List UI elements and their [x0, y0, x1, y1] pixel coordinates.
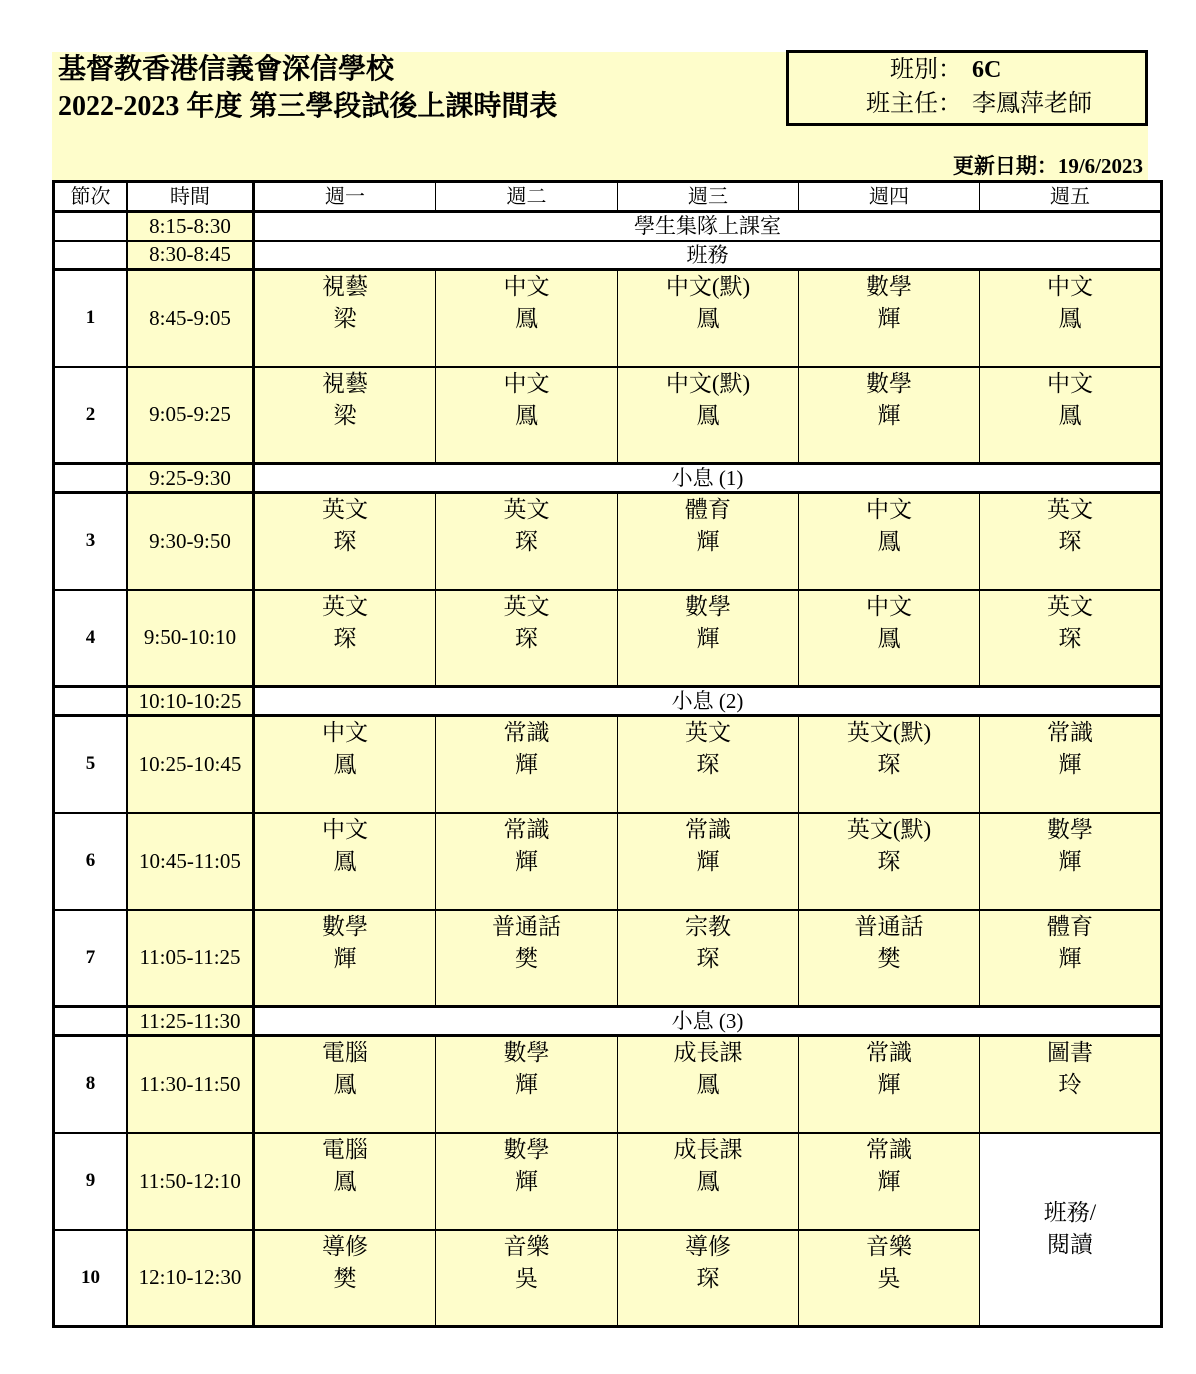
activity-label: 班務/: [1043, 1200, 1097, 1226]
subject-label: 英文: [503, 593, 550, 619]
lesson-row: [54, 1133, 1162, 1230]
lesson-cell-thu: [799, 813, 980, 910]
class-value: 6C: [972, 57, 1002, 83]
column-header-thu: 週四: [799, 182, 980, 212]
banner-row: [54, 464, 1162, 493]
lesson-cell-mon: [254, 910, 436, 1007]
lesson-cell-fri: [980, 493, 1162, 590]
subject-label: 成長課: [673, 1040, 743, 1065]
lesson-cell-wed: [618, 590, 799, 687]
lesson-cell-fri: [980, 270, 1162, 367]
teacher-label: 輝: [1058, 848, 1082, 874]
lesson-cell-mon: [254, 1133, 436, 1230]
subject-label: 中文: [322, 816, 368, 842]
time-cell: [127, 1230, 254, 1327]
subject-label: 數學: [1047, 816, 1093, 842]
time-range: 10:10-10:25: [138, 688, 242, 713]
teacher-label: 琛: [1058, 529, 1082, 554]
subject-label: 圖書: [1047, 1040, 1093, 1065]
lesson-cell-tue: [436, 1230, 618, 1327]
subject-label: 數學: [685, 593, 731, 619]
teacher-label: 鳳: [877, 625, 901, 651]
banner-text: 小息 (3): [671, 1009, 744, 1033]
subject-label: 視藝: [322, 370, 368, 396]
lesson-row: [54, 270, 1162, 367]
time-range: 12:10-12:30: [138, 1265, 242, 1290]
teacher-label: 輝: [333, 945, 357, 971]
time-range: 9:05-9:25: [149, 402, 231, 427]
lesson-cell-mon: [254, 813, 436, 910]
time-range: 10:45-11:05: [139, 848, 241, 873]
banner-row: [54, 241, 1162, 270]
subject-label: 常識: [503, 720, 550, 745]
class-info-box: [786, 50, 1148, 126]
timetable: [52, 180, 1163, 1328]
lesson-row: [54, 590, 1162, 687]
teacher-label: 琛: [877, 848, 901, 874]
period-number: 8: [85, 1073, 96, 1095]
period-number: 5: [85, 753, 96, 775]
time-cell: [127, 687, 254, 716]
subject-label: 英文: [1047, 593, 1093, 619]
time-cell: [127, 716, 254, 813]
subject-label: 中文: [503, 274, 550, 299]
lesson-cell-tue: [436, 367, 618, 464]
banner-row: [54, 1007, 1162, 1036]
lesson-cell-wed: [618, 367, 799, 464]
lesson-cell-wed: [618, 1133, 799, 1230]
teacher-label: 鳳: [333, 752, 357, 777]
subject-label: 中文: [1047, 274, 1093, 299]
period-cell: [54, 716, 128, 813]
teacher-label: 吳: [877, 1265, 901, 1291]
lesson-row: [54, 910, 1162, 1007]
lesson-cell-wed: [618, 813, 799, 910]
time-range: 8:30-8:45: [149, 242, 231, 267]
lesson-cell-mon: [254, 367, 436, 464]
period-cell: [54, 1007, 128, 1036]
teacher-label: 樊: [333, 1265, 357, 1291]
period-cell: [54, 367, 128, 464]
period-cell: [54, 1036, 128, 1133]
subject-label: 英文: [1047, 497, 1093, 522]
teacher-label: 鳳: [333, 1072, 357, 1097]
time-range: 8:45-9:05: [149, 305, 231, 330]
subject-label: 體育: [1047, 913, 1093, 939]
lesson-cell-wed: [618, 1230, 799, 1327]
time-range: 9:50-10:10: [143, 625, 237, 650]
banner-text: 學生集隊上課室: [634, 214, 781, 239]
lesson-cell-tue: [436, 493, 618, 590]
time-cell: [127, 1036, 254, 1133]
lesson-cell-tue: [436, 590, 618, 687]
column-header-tue: 週二: [436, 182, 618, 212]
lesson-cell-tue: [436, 910, 618, 1007]
activity-cell-fri: [980, 1133, 1162, 1327]
period-cell: [54, 687, 128, 716]
subject-label: 宗教: [685, 913, 731, 939]
subject-label: 導修: [322, 1233, 368, 1259]
time-cell: [127, 1133, 254, 1230]
lesson-row: [54, 1036, 1162, 1133]
lesson-cell-thu: [799, 716, 980, 813]
lesson-cell-wed: [618, 716, 799, 813]
subject-label: 常識: [503, 816, 550, 842]
subject-label: 英文: [685, 720, 731, 745]
column-header-row: [54, 182, 1162, 212]
lesson-cell-mon: [254, 270, 436, 367]
lesson-cell-fri: [980, 1036, 1162, 1133]
updated-date-value: 19/6/2023: [1057, 154, 1143, 178]
teacher-label: 鳳: [696, 1168, 720, 1194]
teacher-label: 輝: [1058, 752, 1082, 777]
banner-row: [54, 687, 1162, 716]
banner-cell: [254, 241, 1162, 270]
period-cell: [54, 270, 128, 367]
form-teacher-label: 班主任：: [866, 91, 962, 117]
period-number: 7: [85, 946, 96, 968]
subject-label: 中文: [503, 370, 550, 396]
period-number: 2: [85, 403, 96, 425]
teacher-label: 輝: [877, 1072, 901, 1097]
teacher-label: 輝: [696, 848, 720, 874]
teacher-label: 琛: [696, 1265, 720, 1291]
teacher-label: 輝: [696, 625, 720, 651]
teacher-label: 輝: [515, 752, 538, 777]
period-cell: [54, 464, 128, 493]
teacher-label: 樊: [877, 945, 901, 971]
lesson-row: [54, 367, 1162, 464]
column-header-fri: 週五: [980, 182, 1162, 212]
time-range: 11:25-11:30: [139, 1008, 241, 1033]
subject-label: 中文: [866, 593, 912, 619]
subject-label: 普通話: [854, 913, 924, 939]
updated-date: [52, 153, 1143, 179]
teacher-label: 輝: [515, 1072, 538, 1097]
lesson-cell-wed: [618, 1036, 799, 1133]
column-header-period: 節次: [54, 182, 128, 212]
subject-label: 中文: [1047, 370, 1093, 396]
teacher-label: 輝: [877, 1168, 901, 1194]
lesson-cell-fri: [980, 813, 1162, 910]
lesson-cell-thu: [799, 1133, 980, 1230]
lesson-cell-wed: [618, 493, 799, 590]
teacher-label: 鳳: [515, 402, 538, 428]
subject-label: 中文(默): [665, 274, 751, 299]
lesson-cell-tue: [436, 270, 618, 367]
subject-label: 電腦: [322, 1136, 368, 1162]
period-cell: [54, 493, 128, 590]
subject-label: 音樂: [503, 1233, 550, 1259]
subject-label: 電腦: [322, 1040, 368, 1065]
teacher-label: 鳳: [333, 848, 357, 874]
class-label: 班別：: [890, 57, 962, 83]
subject-label: 常識: [866, 1040, 912, 1065]
time-range: 9:30-9:50: [149, 528, 231, 553]
lesson-cell-thu: [799, 910, 980, 1007]
subject-label: 導修: [685, 1233, 731, 1259]
teacher-label: 鳳: [333, 1168, 357, 1194]
lesson-cell-mon: [254, 1230, 436, 1327]
period-cell: [54, 241, 128, 270]
teacher-label: 鳳: [1058, 306, 1082, 331]
time-cell: [127, 910, 254, 1007]
time-cell: [127, 464, 254, 493]
period-cell: [54, 910, 128, 1007]
period-number: 6: [85, 850, 96, 871]
time-cell: [127, 813, 254, 910]
lesson-cell-thu: [799, 1230, 980, 1327]
teacher-label: 輝: [515, 1168, 538, 1194]
lesson-cell-thu: [799, 493, 980, 590]
subject-label: 常識: [1047, 720, 1093, 745]
subject-label: 數學: [322, 913, 368, 939]
time-range: 11:50-12:10: [139, 1168, 241, 1193]
time-range: 8:15-8:30: [149, 213, 231, 238]
teacher-label: 樊: [515, 945, 538, 971]
subject-label: 英文: [322, 593, 368, 619]
column-header-mon: 週一: [254, 182, 436, 212]
banner-cell: [254, 212, 1162, 241]
subject-label: 視藝: [322, 274, 368, 299]
teacher-label: 鳳: [696, 402, 720, 428]
lesson-cell-mon: [254, 716, 436, 813]
timetable-title: 2022-2023 年度 第三學段試後上課時間表: [58, 91, 558, 122]
time-cell: [127, 241, 254, 270]
teacher-label: 輝: [877, 402, 901, 428]
teacher-label: 輝: [515, 848, 538, 874]
lesson-cell-thu: [799, 270, 980, 367]
time-cell: [127, 367, 254, 464]
subject-label: 音樂: [866, 1233, 912, 1259]
teacher-label: 琛: [696, 945, 720, 971]
period-number: 3: [85, 530, 96, 552]
teacher-label: 琛: [515, 529, 538, 554]
banner-cell: [254, 1007, 1162, 1036]
teacher-label: 鳳: [696, 306, 720, 331]
teacher-label: 輝: [696, 529, 720, 554]
activity-label: 閱讀: [1047, 1232, 1093, 1258]
banner-cell: [254, 464, 1162, 493]
period-cell: [54, 1133, 128, 1230]
time-range: 10:25-10:45: [138, 751, 242, 776]
teacher-label: 輝: [877, 306, 901, 331]
period-cell: [54, 590, 128, 687]
teacher-label: 梁: [333, 306, 357, 331]
lesson-cell-fri: [980, 910, 1162, 1007]
lesson-cell-fri: [980, 367, 1162, 464]
lesson-cell-mon: [254, 590, 436, 687]
lesson-cell-tue: [436, 716, 618, 813]
lesson-cell-tue: [436, 1036, 618, 1133]
teacher-label: 梁: [333, 402, 357, 428]
subject-label: 英文: [503, 497, 550, 522]
timetable-head: [54, 182, 1162, 212]
lesson-cell-mon: [254, 1036, 436, 1133]
teacher-label: 琛: [696, 752, 720, 777]
lesson-cell-tue: [436, 1133, 618, 1230]
time-cell: [127, 212, 254, 241]
lesson-cell-fri: [980, 590, 1162, 687]
period-number: 4: [85, 626, 96, 648]
subject-label: 數學: [866, 370, 912, 396]
time-range: 11:30-11:50: [139, 1071, 241, 1096]
period-number: 1: [85, 307, 96, 329]
lesson-cell-fri: [980, 716, 1162, 813]
lesson-cell-mon: [254, 493, 436, 590]
lesson-cell-thu: [799, 1036, 980, 1133]
updated-date-label: 更新日期：: [952, 154, 1058, 178]
subject-label: 數學: [503, 1040, 550, 1065]
subject-label: 數學: [503, 1136, 550, 1162]
banner-cell: [254, 687, 1162, 716]
teacher-label: 琛: [877, 752, 901, 777]
column-header-time: 時間: [127, 182, 254, 212]
period-number: 10: [81, 1266, 100, 1288]
banner-text: 小息 (1): [671, 466, 744, 490]
subject-label: 中文: [322, 720, 368, 745]
period-cell: [54, 212, 128, 241]
lesson-cell-thu: [799, 367, 980, 464]
lesson-row: [54, 493, 1162, 590]
time-range: 11:05-11:25: [139, 945, 241, 970]
teacher-label: 琛: [515, 625, 538, 651]
lesson-cell-wed: [618, 910, 799, 1007]
period-cell: [54, 813, 128, 910]
subject-label: 成長課: [673, 1136, 743, 1162]
banner-text: 小息 (2): [671, 689, 744, 713]
lesson-row: [54, 716, 1162, 813]
time-cell: [127, 1007, 254, 1036]
period-cell: [54, 1230, 128, 1327]
subject-label: 數學: [866, 274, 912, 299]
teacher-label: 鳳: [1058, 402, 1082, 428]
timetable-body: [54, 212, 1162, 1327]
subject-label: 英文(默): [846, 816, 932, 842]
form-teacher-name: 李鳳萍老師: [972, 91, 1092, 117]
time-cell: [127, 493, 254, 590]
lesson-cell-wed: [618, 270, 799, 367]
time-cell: [127, 270, 254, 367]
teacher-label: 玲: [1058, 1072, 1082, 1097]
school-name: 基督教香港信義會深信學校: [58, 54, 395, 85]
banner-text: 班務: [686, 242, 729, 267]
column-header-wed: 週三: [618, 182, 799, 212]
lesson-row: [54, 813, 1162, 910]
subject-label: 中文: [866, 497, 912, 522]
teacher-label: 輝: [1058, 945, 1082, 971]
teacher-label: 琛: [333, 625, 357, 651]
banner-row: [54, 212, 1162, 241]
teacher-label: 鳳: [877, 529, 901, 554]
time-cell: [127, 590, 254, 687]
subject-label: 常識: [685, 816, 731, 842]
lesson-cell-tue: [436, 813, 618, 910]
subject-label: 常識: [866, 1136, 912, 1162]
subject-label: 體育: [685, 497, 731, 522]
teacher-label: 鳳: [696, 1072, 720, 1097]
subject-label: 中文(默): [665, 370, 751, 396]
teacher-label: 琛: [1058, 625, 1082, 651]
subject-label: 普通話: [492, 913, 561, 939]
lesson-cell-thu: [799, 590, 980, 687]
period-number: 9: [85, 1170, 96, 1191]
teacher-label: 吳: [515, 1265, 538, 1291]
subject-label: 英文: [322, 497, 368, 522]
teacher-label: 鳳: [515, 306, 538, 331]
time-range: 9:25-9:30: [149, 465, 231, 490]
subject-label: 英文(默): [846, 720, 932, 745]
teacher-label: 琛: [333, 529, 357, 554]
